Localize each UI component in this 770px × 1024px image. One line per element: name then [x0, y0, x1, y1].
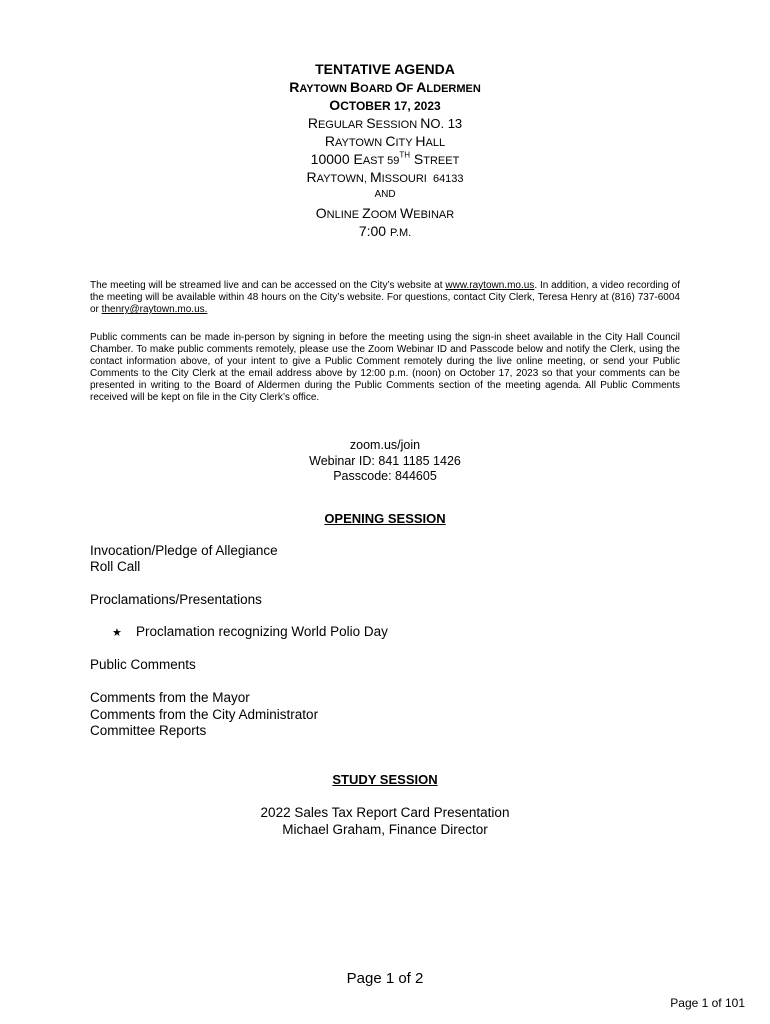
venue-city: RAYTOWN, MISSOURI 64133: [306, 169, 464, 185]
administrator-comments-item: Comments from the City Administrator: [90, 707, 319, 722]
roll-call-item: Roll Call: [90, 559, 141, 574]
session-number: REGULAR SESSION NO. 13: [307, 115, 463, 131]
proclamation-polio-item: Proclamation recognizing World Polio Day: [136, 624, 388, 639]
venue-street: 10000 EAST 59TH STREET: [310, 150, 460, 167]
proclamations-item: Proclamations/Presentations: [90, 592, 262, 607]
agenda-title: TENTATIVE AGENDA: [315, 61, 455, 77]
sales-tax-item: 2022 Sales Tax Report Card Presentation: [260, 805, 510, 820]
board-name: RAYTOWN BOARD OF ALDERMEN: [289, 79, 481, 95]
webinar-id: Webinar ID: 841 1185 1426: [309, 454, 461, 468]
website-link[interactable]: www.raytown.mo.us: [445, 280, 535, 291]
zoom-url: zoom.us/join: [349, 438, 421, 452]
presenter: Michael Graham, Finance Director: [282, 822, 488, 837]
document-page-counter: Page 1 of 101: [670, 996, 745, 1010]
clerk-email-link[interactable]: thenry@raytown.mo.us.: [101, 304, 208, 315]
page-footer: Page 1 of 2: [346, 970, 424, 987]
study-session-heading: STUDY SESSION: [332, 772, 438, 787]
invocation-item: Invocation/Pledge of Allegiance: [90, 543, 278, 558]
meeting-date: OCTOBER 17, 2023: [329, 97, 441, 113]
star-bullet-icon: ★: [112, 627, 122, 639]
online-webinar: ONLINE ZOOM WEBINAR: [315, 205, 455, 221]
committee-reports-item: Committee Reports: [90, 723, 207, 738]
venue-name: RAYTOWN CITY HALL: [324, 133, 446, 149]
and-connector: AND: [374, 189, 396, 200]
meeting-time: 7:00 P.M.: [358, 223, 412, 239]
mayor-comments-item: Comments from the Mayor: [90, 690, 250, 705]
public-comments-item: Public Comments: [90, 657, 196, 672]
public-comments-paragraph: Public comments can be made in-person by signing in before the meeting using the sign-in sheet available in the City Hall Council Chamber. To make public comments remotely, please use the Zoom Webinar ID and Passcode below and notify the Clerk, using the contact information above, of your intent to give a Public Comment remotely during the live online meeting, or send your Public Comments to the City Clerk at the email address above by 12:00 p.m. (noon) on October 17, 2023 so that your comments can be presented in writing to the Board of Aldermen during the Public Comments section of the meeting agenda. All Public Comments received will be kept on file in the City Clerk’s office.: [90, 332, 680, 403]
opening-session-heading: OPENING SESSION: [324, 511, 446, 526]
passcode: Passcode: 844605: [333, 469, 437, 483]
streaming-paragraph: The meeting will be streamed live and can be accessed on the City’s website at www.raytown.mo.us. In addition, a video recording of the meeting will be available within 48 hours on the City’s website. For questions, contact City Clerk, Teresa Henry at (816) 737-6004 or thenry@raytown.mo.us.: [90, 280, 680, 315]
